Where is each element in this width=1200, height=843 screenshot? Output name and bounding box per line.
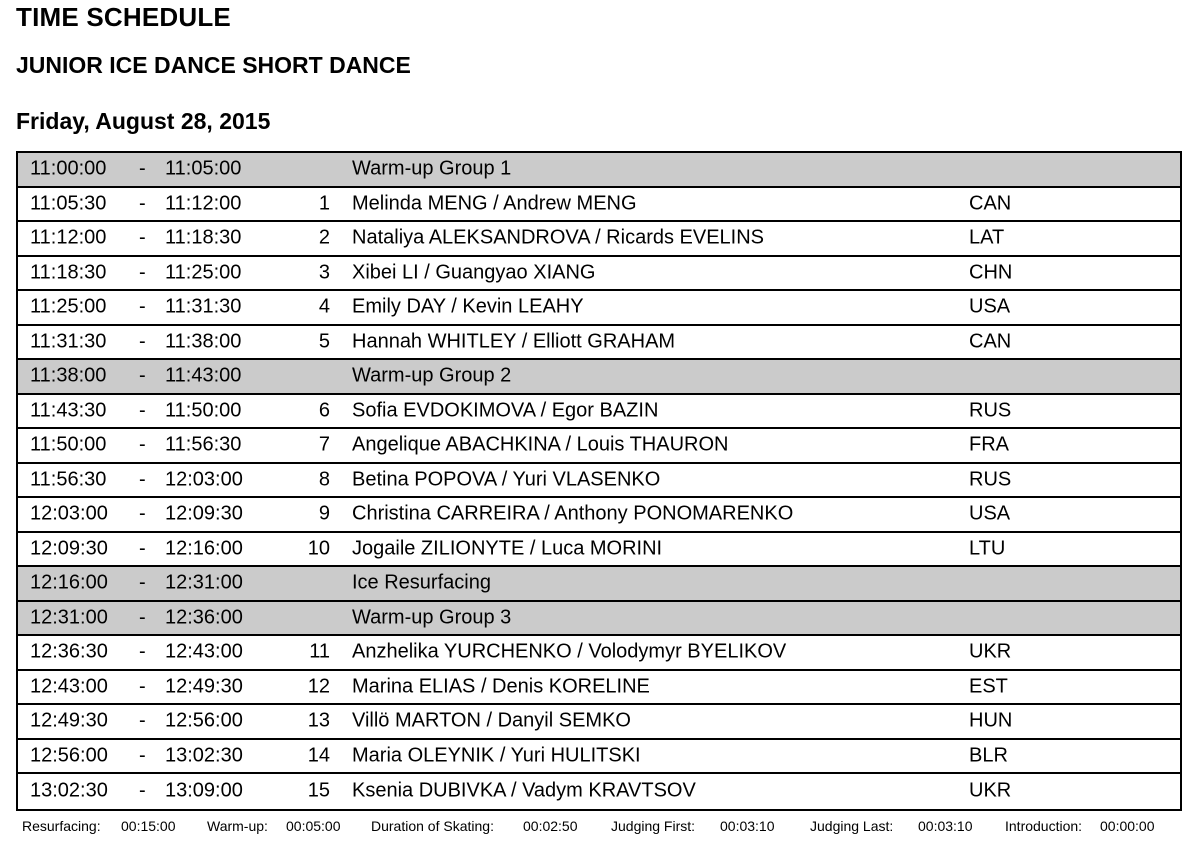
skater-names: Hannah WHITLEY / Elliott GRAHAM: [352, 330, 676, 353]
skater-names: Jogaile ZILIONYTE / Luca MORINI: [352, 537, 663, 560]
warmup-value: 00:05:00: [286, 818, 341, 834]
break-label: Warm-up Group 1: [352, 157, 512, 180]
time-separator: -: [139, 502, 146, 525]
end-time: 13:02:30: [165, 744, 243, 767]
nation-code: RUS: [969, 399, 1012, 422]
skater-names: Angelique ABACHKINA / Louis THAURON: [352, 433, 729, 456]
skater-row: [18, 774, 1180, 809]
end-time: 11:38:00: [165, 330, 242, 353]
start-number: 8: [318, 468, 330, 491]
end-time: 12:09:30: [165, 502, 243, 525]
skater-names: Villö MARTON / Danyil SEMKO: [352, 709, 631, 732]
time-separator: -: [139, 640, 146, 663]
skater-row: [18, 464, 1180, 499]
skater-names: Anzhelika YURCHENKO / Volodymyr BYELIKOV: [352, 640, 787, 663]
start-time: 12:16:00: [30, 571, 108, 594]
time-separator: -: [139, 606, 146, 629]
start-time: 12:36:30: [30, 640, 108, 663]
skater-row: [18, 636, 1180, 671]
judging-first-value: 00:03:10: [720, 818, 775, 834]
skater-names: Ksenia DUBIVKA / Vadym KRAVTSOV: [352, 779, 696, 802]
start-time: 13:02:30: [30, 779, 108, 802]
end-time: 11:18:30: [165, 226, 242, 249]
page-title: TIME SCHEDULE: [16, 2, 231, 32]
skater-names: Xibei LI / Guangyao XIANG: [352, 261, 596, 284]
time-separator: -: [139, 157, 146, 180]
start-time: 11:00:00: [30, 157, 107, 180]
break-row: [18, 602, 1180, 637]
nation-code: BLR: [969, 744, 1008, 767]
skater-names: Sofia EVDOKIMOVA / Egor BAZIN: [352, 399, 659, 422]
start-time: 11:50:00: [30, 433, 107, 456]
skater-row: [18, 740, 1180, 775]
start-number: 10: [307, 537, 330, 560]
time-separator: -: [139, 330, 146, 353]
judging-last-value: 00:03:10: [918, 818, 973, 834]
resurfacing-value: 00:15:00: [121, 818, 176, 834]
time-separator: -: [139, 399, 146, 422]
skater-row: [18, 222, 1180, 257]
time-separator: -: [139, 537, 146, 560]
resurfacing-label: Resurfacing:: [22, 818, 101, 834]
start-time: 11:18:30: [30, 261, 107, 284]
time-separator: -: [139, 709, 146, 732]
end-time: 11:31:30: [165, 295, 242, 318]
start-time: 12:03:00: [30, 502, 108, 525]
skater-row: [18, 188, 1180, 223]
time-separator: -: [139, 571, 146, 594]
introduction-value: 00:00:00: [1100, 818, 1155, 834]
nation-code: USA: [969, 295, 1011, 318]
start-time: 12:56:00: [30, 744, 108, 767]
break-label: Warm-up Group 2: [352, 364, 512, 387]
skater-row: [18, 395, 1180, 430]
end-time: 12:16:00: [165, 537, 243, 560]
end-time: 11:05:00: [165, 157, 242, 180]
start-number: 14: [307, 744, 330, 767]
time-separator: -: [139, 433, 146, 456]
start-number: 1: [318, 192, 330, 215]
skater-names: Melinda MENG / Andrew MENG: [352, 192, 637, 215]
nation-code: CAN: [969, 192, 1012, 215]
time-separator: -: [139, 675, 146, 698]
time-separator: -: [139, 295, 146, 318]
start-number: 15: [307, 779, 330, 802]
start-time: 12:43:00: [30, 675, 108, 698]
skater-row: [18, 671, 1180, 706]
skater-row: [18, 533, 1180, 568]
start-time: 11:05:30: [30, 192, 107, 215]
time-separator: -: [139, 192, 146, 215]
start-number: 6: [318, 399, 330, 422]
end-time: 12:43:00: [165, 640, 243, 663]
schedule-table: [16, 151, 1182, 811]
break-row: [18, 360, 1180, 395]
end-time: 11:50:00: [165, 399, 242, 422]
skater-row: [18, 257, 1180, 292]
duration-label: Duration of Skating:: [371, 818, 494, 834]
introduction-label: Introduction:: [1005, 818, 1083, 834]
duration-value: 00:02:50: [523, 818, 578, 834]
skater-names: Betina POPOVA / Yuri VLASENKO: [352, 468, 661, 491]
skater-row: [18, 705, 1180, 740]
time-separator: -: [139, 744, 146, 767]
skater-names: Emily DAY / Kevin LEAHY: [352, 295, 584, 318]
start-time: 11:25:00: [30, 295, 107, 318]
break-row: [18, 153, 1180, 188]
start-time: 11:31:30: [30, 330, 107, 353]
skater-row: [18, 326, 1180, 361]
skater-row: [18, 429, 1180, 464]
skater-names: Nataliya ALEKSANDROVA / Ricards EVELINS: [352, 226, 765, 249]
nation-code: RUS: [969, 468, 1012, 491]
time-separator: -: [139, 468, 146, 491]
start-number: 7: [318, 433, 330, 456]
nation-code: USA: [969, 502, 1011, 525]
nation-code: UKR: [969, 779, 1012, 802]
event-title: JUNIOR ICE DANCE SHORT DANCE: [16, 52, 411, 78]
warmup-label: Warm-up:: [207, 818, 268, 834]
nation-code: UKR: [969, 640, 1012, 663]
start-time: 11:56:30: [30, 468, 107, 491]
start-time: 12:31:00: [30, 606, 108, 629]
end-time: 12:49:30: [165, 675, 243, 698]
nation-code: HUN: [969, 709, 1013, 732]
skater-names: Christina CARREIRA / Anthony PONOMARENKO: [352, 502, 794, 525]
break-label: Warm-up Group 3: [352, 606, 512, 629]
skater-names: Marina ELIAS / Denis KORELINE: [352, 675, 650, 698]
schedule-date: Friday, August 28, 2015: [16, 108, 271, 134]
start-number: 11: [309, 640, 330, 663]
start-number: 3: [318, 261, 330, 284]
break-row: [18, 567, 1180, 602]
end-time: 11:12:00: [165, 192, 242, 215]
start-number: 4: [318, 295, 330, 318]
nation-code: LTU: [969, 537, 1006, 560]
start-time: 12:49:30: [30, 709, 108, 732]
start-number: 13: [307, 709, 330, 732]
end-time: 11:43:00: [165, 364, 242, 387]
start-number: 9: [318, 502, 330, 525]
skater-row: [18, 498, 1180, 533]
end-time: 12:31:00: [165, 571, 243, 594]
start-time: 11:12:00: [30, 226, 107, 249]
skater-row: [18, 291, 1180, 326]
judging-first-label: Judging First:: [611, 818, 696, 834]
nation-code: CAN: [969, 330, 1012, 353]
time-separator: -: [139, 364, 146, 387]
nation-code: FRA: [969, 433, 1009, 456]
end-time: 12:03:00: [165, 468, 243, 491]
end-time: 11:25:00: [165, 261, 242, 284]
schedule-footer: [0, 818, 1200, 840]
end-time: 11:56:30: [165, 433, 242, 456]
end-time: 12:56:00: [165, 709, 243, 732]
start-number: 2: [318, 226, 330, 249]
end-time: 12:36:00: [165, 606, 243, 629]
skater-names: Maria OLEYNIK / Yuri HULITSKI: [352, 744, 641, 767]
nation-code: EST: [969, 675, 1008, 698]
nation-code: CHN: [969, 261, 1013, 284]
start-time: 12:09:30: [30, 537, 108, 560]
start-time: 11:38:00: [30, 364, 107, 387]
start-number: 12: [307, 675, 330, 698]
start-number: 5: [318, 330, 330, 353]
time-separator: -: [139, 779, 146, 802]
end-time: 13:09:00: [165, 779, 243, 802]
break-label: Ice Resurfacing: [352, 571, 491, 594]
time-separator: -: [139, 261, 146, 284]
nation-code: LAT: [969, 226, 1005, 249]
start-time: 11:43:30: [30, 399, 107, 422]
judging-last-label: Judging Last:: [810, 818, 894, 834]
time-separator: -: [139, 226, 146, 249]
